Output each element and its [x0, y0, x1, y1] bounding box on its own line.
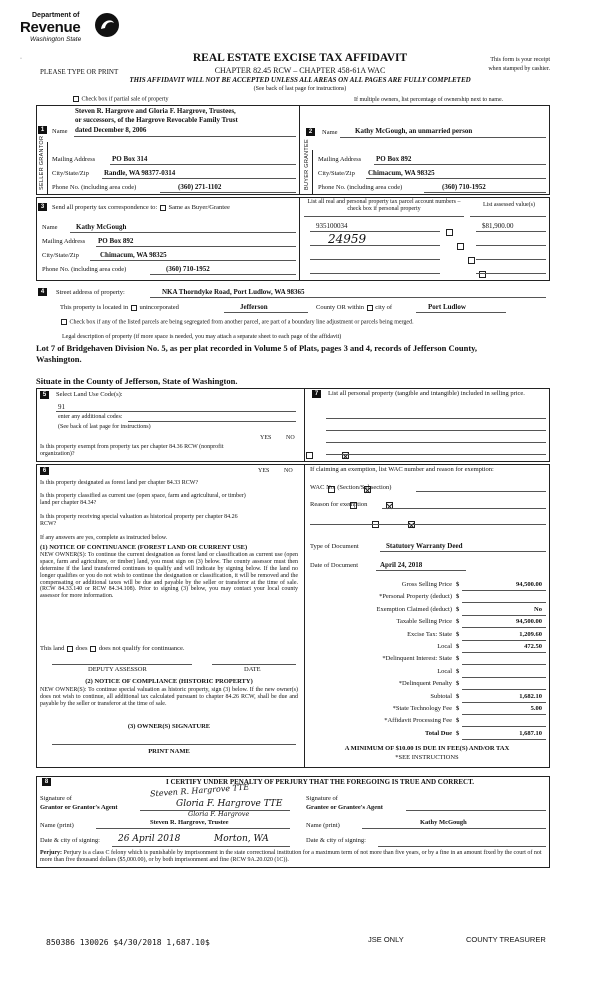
tax-row-currency: $ — [456, 729, 460, 737]
same-as-buyer-label: Same as Buyer/Grantee — [168, 204, 230, 211]
exemption-label: If claiming an exemption, list WAC number and reason for exemption: — [310, 466, 494, 473]
seller-phone: (360) 271-1102 — [178, 183, 222, 191]
tax-row-line — [462, 689, 546, 690]
tax-row-currency: $ — [456, 581, 460, 588]
s6-yes-head: YES — [258, 468, 270, 474]
s6-q1: Is this property designated as forest land per chapter 84.33 RCW? — [40, 480, 199, 486]
tax-row-value: No — [534, 605, 542, 613]
tax-row-line — [462, 615, 546, 616]
tax-row-value: 5.00 — [530, 705, 542, 712]
tax-row-label: Local — [437, 667, 452, 675]
section-3-badge: 3 — [38, 203, 47, 211]
instructions-note: (See back of last page for instructions) — [253, 86, 347, 92]
tax-row-label: Local — [437, 643, 452, 650]
use-only-label: JSE ONLY — [368, 935, 404, 944]
land-does-label: does — [75, 645, 88, 652]
warning-text: THIS AFFIDAVIT WILL NOT BE ACCEPTED UNLESS ALL AREAS ON ALL PAGES ARE FULLY COMPLETED — [129, 76, 471, 84]
tax-row-line — [462, 627, 546, 628]
section-1-badge: 1 — [38, 126, 47, 134]
land-use-code: 91 — [58, 403, 65, 411]
correspondence-row — [52, 204, 230, 211]
legal-label: Legal description of property (if more space is needed, you may attach a separate sheet to each page of the affidavit) — [62, 334, 342, 340]
grantor-city: Morton, WA — [214, 834, 269, 844]
land-use-no-head: NO — [286, 435, 295, 441]
correspondence-label: Send all property tax correspondence to: — [52, 204, 158, 211]
dot-mark: · — [20, 56, 22, 62]
section-8-badge: 8 — [42, 778, 51, 786]
tax-row-label: *Personal Property (deduct) — [379, 593, 452, 601]
parcel-account: 935100034 — [316, 222, 348, 230]
tax-row-label: *Delinquent Penalty — [398, 680, 452, 688]
seller-mailing: PO Box 314 — [112, 155, 148, 163]
parcel-account-handwritten: 24959 — [328, 232, 367, 246]
form-title: REAL ESTATE EXCISE TAX AFFIDAVIT — [192, 52, 408, 64]
tax-row-value: 1,209.60 — [519, 630, 542, 638]
print-name-label: PRINT NAME — [148, 748, 190, 755]
partial-sale-label: Check box if partial sale of property — [81, 96, 169, 103]
wac-label: WAC No. (Section/Subsection) — [310, 484, 392, 491]
corr-name: Kathy McGough — [76, 223, 127, 231]
grantor-sig-label-1: Signature of — [40, 795, 72, 802]
logo-line3: Washington State — [30, 36, 82, 43]
section-5-badge: 5 — [40, 391, 49, 399]
tax-row-currency: $ — [456, 667, 460, 675]
buyer-mailing: PO Box 892 — [376, 155, 412, 163]
buyer-city-label: City/State/Zip — [318, 170, 355, 177]
tax-row-currency: $ — [456, 680, 460, 688]
additional-codes-label: enter any additional codes: — [58, 414, 123, 420]
doc-type-label: Type of Document — [310, 543, 359, 550]
buyer-mailing-label: Mailing Address — [318, 156, 362, 163]
recording-stamp: 850386 130026 $4/30/2018 1,687.10$ — [46, 938, 210, 947]
grantor-sig-label-2: Grantor or Grantor's Agent — [40, 804, 118, 811]
receipt-note-1: This form is your receipt — [490, 57, 550, 63]
grantor-print-hand: Gloria F. Hargrove — [188, 810, 250, 818]
exempt-yes-checkbox[interactable] — [306, 452, 313, 459]
grantor-date-label: Date & city of signing: — [40, 837, 100, 844]
notice1-body: NEW OWNER(S): To continue the current designation as forest land or classification as current use (open space, farm and agriculture, or timber) land, you must sign on (3) below. The county assessor must then determine if the land transferred continues to qualify and will indicate by signing below. If the land no longer qualifies or you do not wish to continue the designation or classification, it will be removed and the compensating or additional taxes will be due and payable by the seller or transferor at the time of sale. (RCW 84.33.140 or RCW 84.34.108). Prior to signing (3) below, you may contact your local county assessor for more information. — [40, 552, 298, 600]
county-row — [316, 304, 392, 311]
seller-mailing-label: Mailing Address — [52, 156, 96, 163]
tax-row-label: Gross Selling Price — [401, 581, 452, 588]
seller-city-label: City/State/Zip — [52, 170, 89, 177]
notice2-body: NEW OWNER(S): To continue special valuation as historic property, sign (3) below. If the new owner(s) does not wish to continue, all additional tax calculated pursuant to chapter 84.26 RCW, shall be due and payable by the seller or transferor at the time of sale. — [40, 687, 298, 707]
exempt-question: Is this property exempt from property tax per chapter 84.36 RCW (nonprofit organization)? — [40, 444, 224, 457]
corr-phone-label: Phone No. (including area code) — [42, 266, 127, 273]
land-use-label: Select Land Use Code(s): — [56, 391, 123, 398]
tax-row-currency: $ — [456, 655, 460, 663]
deputy-assessor-label: DEPUTY ASSESSOR — [88, 666, 147, 673]
land-does-not-checkbox[interactable] — [90, 646, 96, 652]
doc-date-value: April 24, 2018 — [380, 561, 423, 569]
assessed-header: List assessed value(s) — [483, 202, 535, 208]
tax-row-label: Taxable Selling Price — [396, 618, 452, 626]
logo-line2: Revenue — [20, 19, 81, 36]
county-treasurer-label: COUNTY TREASURER — [466, 935, 546, 944]
tax-row-currency: $ — [456, 605, 460, 613]
buyer-side-label: BUYER GRANTEE — [304, 139, 310, 190]
dor-logo — [20, 12, 130, 52]
city-of-label: city of — [375, 304, 393, 311]
section-2-badge: 2 — [306, 128, 315, 136]
land-use-yes-head: YES — [260, 435, 272, 441]
receipt-note-2: when stamped by cashier. — [488, 66, 550, 72]
partial-sale-checkbox[interactable] — [73, 96, 79, 102]
grantor-date: 26 April 2018 — [118, 834, 181, 844]
tax-row-line — [462, 714, 546, 715]
parcels-header: List all real and personal property tax parcel account numbers – check box if personal property — [307, 199, 461, 212]
partial-sale-row — [72, 96, 168, 103]
seller-name-2: or successors, of the Hargrove Revocable Family Trust — [75, 116, 238, 124]
street-label: Street address of property: — [56, 289, 125, 296]
multiple-owners-note: If multiple owners, list percentage of ownership next to name. — [354, 97, 504, 103]
grantor-name-label: Name (print) — [40, 822, 74, 829]
tax-row-currency: $ — [456, 692, 460, 700]
legal-line-1: Lot 7 of Bridgehaven Division No. 5, as per plat recorded in Volume 5 of Plats, pages 3 and 4, records of Jefferson County, — [36, 343, 478, 353]
minimum-note: A MINIMUM OF $10.00 IS DUE IN FEE(S) AND/OR TAX — [344, 745, 510, 752]
buyer-phone-label: Phone No. (including area code) — [318, 184, 403, 191]
grantee-date-label: Date & city of signing: — [306, 837, 366, 844]
grantor-signature-1: Steven R. Hargrove TTE — [149, 782, 250, 799]
land-does-not-label: does not qualify for continuance. — [98, 645, 185, 652]
tax-row-label: Excise Tax: State — [407, 630, 452, 638]
county-label: County OR within — [316, 304, 365, 311]
tax-row-currency: $ — [456, 618, 460, 626]
segregated-row — [60, 319, 414, 326]
parcel-3-personal-checkbox[interactable] — [468, 257, 475, 264]
city-value: Port Ludlow — [428, 303, 466, 311]
seller-side-label: SELLER GRANTOR — [39, 135, 45, 190]
tax-row-label: *State Technology Fee — [392, 705, 452, 712]
notice2-title: (2) NOTICE OF COMPLIANCE (HISTORIC PROPERTY) — [85, 678, 253, 685]
seller-name-3: dated December 8, 2006 — [75, 126, 147, 134]
located-text: This property is located in — [60, 304, 129, 311]
tax-row-line — [462, 652, 546, 653]
tax-row-line — [462, 602, 546, 603]
buyer-name: Kathy McGough, an unmarried person — [355, 127, 473, 135]
grantor-signature-2: Gloria F. Hargrove TTE — [176, 799, 283, 809]
logo-swirl-icon — [94, 12, 120, 38]
tax-row-value: 94,500.00 — [516, 581, 542, 588]
s6-no-head: NO — [284, 468, 293, 474]
tax-row-line — [462, 664, 546, 665]
tax-row-value: 94,500.00 — [516, 618, 542, 626]
section-6-badge: 6 — [40, 467, 49, 475]
city-of-checkbox[interactable] — [367, 305, 373, 311]
tax-row-currency: $ — [456, 643, 460, 650]
segregated-checkbox[interactable] — [61, 319, 67, 325]
perjury-body: Perjury is a class C felony which is punishable by imprisonment in the state correctional institution for a maximum term of not more than five years, or by a fine in an amount fixed by the court of not more than five thousand dollars ($5,000.00), or by both imprisonment and fine (RCW 9A.20.020 (1C)). — [40, 850, 542, 863]
personal-property-label: List all personal property (tangible and intangible) included in selling price. — [328, 390, 525, 397]
county-value: Jefferson — [240, 303, 268, 311]
tax-row-label: Subtotal — [430, 692, 452, 700]
deputy-date-label: DATE — [244, 666, 261, 673]
tax-row-value: 1,682.10 — [519, 692, 542, 700]
seller-name-label: Name — [52, 128, 68, 135]
grantee-sig-label-2: Grantee or Grantee's Agent — [306, 804, 383, 811]
doc-date-label: Date of Document — [310, 562, 359, 569]
tax-row-value: 472.50 — [524, 643, 542, 650]
tax-row-line — [462, 702, 546, 703]
buyer-city: Chimacum, WA 98325 — [368, 169, 435, 177]
reason-label: Reason for exemption — [310, 501, 368, 508]
legal-line-2: Washington. — [36, 354, 82, 364]
tax-row-line — [462, 640, 546, 641]
corr-name-label: Name — [42, 224, 58, 231]
tax-row-currency: $ — [456, 717, 460, 725]
section-4-badge: 4 — [38, 288, 47, 296]
tax-row-line — [462, 677, 546, 678]
grantee-name-label: Name (print) — [306, 822, 340, 829]
corr-mailing: PO Box 892 — [98, 237, 134, 245]
notice1-title: (1) NOTICE OF CONTINUANCE (FOREST LAND OR CURRENT USE) — [40, 544, 248, 551]
s6-if-yes: If any answers are yes, complete as instructed below. — [40, 535, 168, 541]
corr-mailing-label: Mailing Address — [42, 238, 86, 245]
tax-row-currency: $ — [456, 593, 460, 601]
parcel-assessed: $81,900.00 — [482, 222, 514, 230]
unincorporated-checkbox[interactable] — [131, 305, 137, 311]
same-as-buyer-checkbox[interactable] — [160, 205, 166, 211]
land-does-checkbox[interactable] — [67, 646, 73, 652]
tax-row-value: 1,687.10 — [519, 729, 542, 737]
seller-name-1: Steven R. Hargrove and Gloria F. Hargrove, Trustees, — [75, 107, 236, 115]
land-use-see-back: (See back of last page for instructions) — [58, 424, 151, 430]
tax-row-currency: $ — [456, 705, 460, 712]
print-note: PLEASE TYPE OR PRINT — [40, 68, 119, 76]
segregated-label: Check box if any of the listed parcels are being segregated from another parcel, are part of a boundary line adjustment or parcels being merged. — [69, 319, 414, 326]
buyer-name-label: Name — [322, 129, 338, 136]
owner-signature-label: (3) OWNER(S) SIGNATURE — [127, 723, 211, 730]
location-row — [60, 304, 179, 311]
corr-city: Chimacum, WA 98325 — [100, 251, 167, 259]
logo-line1: Department of — [32, 12, 80, 19]
tax-row-line — [462, 739, 546, 740]
grantee-name: Kathy McGough — [420, 819, 467, 826]
unincorporated-label: unincorporated — [139, 304, 179, 311]
continuance-row — [40, 645, 185, 652]
grantor-name: Steven R. Hargrove, Trustee — [150, 819, 229, 826]
legal-line-3: Situate in the County of Jefferson, State of Washington. — [36, 376, 238, 386]
seller-phone-label: Phone No. (including area code) — [52, 184, 137, 191]
grantee-sig-label-1: Signature of — [306, 795, 338, 802]
this-land-label: This land — [40, 645, 65, 652]
tax-row-label: *Delinquent Interest: State — [382, 655, 452, 663]
s6-q3: Is this property receiving special valuation as historical property per chapter 84.26 RCW? — [40, 514, 238, 527]
corr-phone: (360) 710-1952 — [166, 265, 210, 273]
tax-row-label: *Affidavit Processing Fee — [384, 717, 452, 725]
perjury-label: Perjury: — [40, 850, 62, 856]
tax-row-label: Total Due — [424, 729, 452, 737]
tax-row-line — [462, 590, 546, 591]
corr-city-label: City/State/Zip — [42, 252, 79, 259]
see-instructions-note: *SEE INSTRUCTIONS — [395, 754, 459, 761]
doc-type-value: Statutory Warranty Deed — [386, 542, 463, 550]
certify-statement: I CERTIFY UNDER PENALTY OF PERJURY THAT THE FOREGOING IS TRUE AND CORRECT. — [165, 778, 474, 786]
parcel-1-personal-checkbox[interactable] — [446, 229, 453, 236]
buyer-phone: (360) 710-1952 — [442, 183, 486, 191]
street-address: NKA Thorndyke Road, Port Ludlow, WA 98365 — [162, 288, 305, 296]
tax-row-label: Exemption Claimed (deduct) — [376, 605, 452, 613]
section-7-badge: 7 — [312, 390, 321, 398]
perjury-text — [40, 850, 548, 864]
parcel-2-personal-checkbox[interactable] — [457, 243, 464, 250]
tax-row-line — [462, 726, 546, 727]
tax-row-currency: $ — [456, 630, 460, 638]
form-subtitle: CHAPTER 82.45 RCW – CHAPTER 458-61A WAC — [214, 66, 386, 75]
seller-city: Randle, WA 98377-0314 — [104, 169, 176, 177]
s6-q2: Is this property classified as current use (open space, farm and agricultural, or timber) land per chapter 84.34? — [40, 493, 246, 506]
